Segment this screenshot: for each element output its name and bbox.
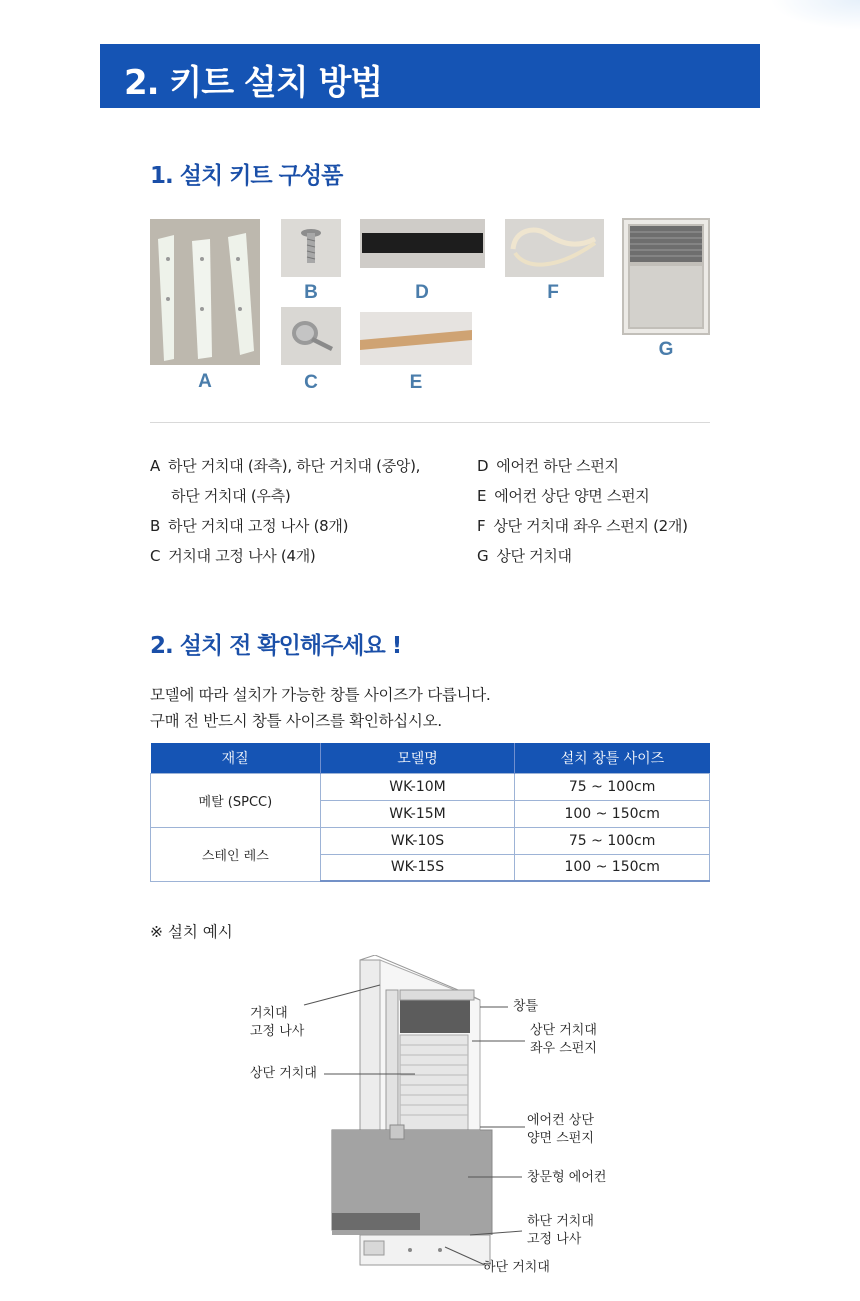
- legend-key: E: [477, 487, 487, 505]
- section2-title: 2. 설치 전 확인해주세요 !: [150, 633, 402, 659]
- legend-text: 하단 거치대 (우측): [171, 487, 291, 505]
- material-cell: 스테인 레스: [151, 827, 321, 881]
- table-row: [151, 827, 710, 854]
- legend-key: F: [477, 517, 486, 535]
- callout-lower-screw: [527, 1213, 594, 1249]
- callout-text: 거치대: [250, 1006, 288, 1021]
- legend-text: 에어컨 하단 스펀지: [496, 457, 619, 475]
- legend-item-a-cont: [171, 485, 290, 506]
- part-f-photo: [505, 219, 604, 277]
- part-c-letter: C: [304, 372, 318, 393]
- part-a-photo: [150, 219, 260, 365]
- banner-title: 2. 키트 설치 방법: [124, 63, 383, 103]
- callout-window-frame: 창틀: [513, 999, 539, 1014]
- part-e-photo: [360, 312, 472, 365]
- legend-item-c: [150, 545, 315, 566]
- callout-window-ac: 창문형 에어컨: [527, 1170, 607, 1185]
- legend-text: 상단 거치대 좌우 스펀지 (2개): [493, 517, 688, 535]
- material-cell: 메탈 (SPCC): [151, 773, 321, 827]
- callout-text: 양면 스펀지: [527, 1131, 594, 1146]
- callout-text: 에어컨 상단: [527, 1113, 594, 1128]
- callout-upper-sponge: [530, 1022, 597, 1058]
- callout-text: 고정 나사: [250, 1024, 305, 1039]
- part-f-letter: F: [547, 282, 559, 303]
- callout-text: 좌우 스펀지: [530, 1041, 597, 1056]
- size-cell: 100 ~ 150cm: [515, 854, 710, 881]
- table-row: [151, 773, 710, 800]
- legend-key: D: [477, 457, 489, 475]
- model-cell: WK-15M: [320, 800, 515, 827]
- callout-text: 하단 거치대: [527, 1214, 594, 1229]
- part-e-letter: E: [409, 372, 423, 393]
- callout-ac-top-sponge: [527, 1112, 594, 1148]
- legend-key: A: [150, 457, 160, 475]
- part-d-letter: D: [415, 282, 429, 303]
- model-cell: WK-10S: [320, 827, 515, 854]
- legend-text: 하단 거치대 (좌측), 하단 거치대 (중앙),: [167, 457, 421, 475]
- section1-title: 1. 설치 키트 구성품: [150, 163, 343, 189]
- note-line-2: 구매 전 반드시 창틀 사이즈를 확인하십시오.: [150, 712, 442, 730]
- part-c-photo: [281, 307, 341, 365]
- size-cell: 75 ~ 100cm: [515, 773, 710, 800]
- legend-text: 거치대 고정 나사 (4개): [168, 547, 316, 565]
- part-b-photo: [281, 219, 341, 277]
- legend-item-b: [150, 515, 348, 536]
- callout-text: 고정 나사: [527, 1232, 582, 1247]
- size-cell: 100 ~ 150cm: [515, 800, 710, 827]
- section-banner: [100, 44, 760, 108]
- part-d-photo: [360, 219, 485, 268]
- part-g-photo: [622, 218, 710, 335]
- table-header-row: [151, 743, 710, 773]
- callout-mount-screw: [250, 1005, 304, 1041]
- callout-lower-mount: 하단 거치대: [483, 1260, 550, 1275]
- model-cell: WK-15S: [320, 854, 515, 881]
- legend-text: 에어컨 상단 양면 스펀지: [494, 487, 650, 505]
- legend-item-a: [150, 455, 420, 476]
- legend-item-e: [477, 485, 650, 506]
- part-g-letter: G: [658, 339, 674, 360]
- installation-diagram: [240, 955, 640, 1285]
- divider: [150, 422, 710, 423]
- callout-upper-mount: 상단 거치대: [250, 1066, 317, 1081]
- example-label: ※ 설치 예시: [150, 923, 233, 941]
- size-cell: 75 ~ 100cm: [515, 827, 710, 854]
- table-header: 재질: [151, 743, 321, 773]
- legend-item-g: [477, 545, 572, 566]
- table-header: 모델명: [320, 743, 515, 773]
- legend-key: G: [477, 547, 489, 565]
- corner-decoration: [770, 0, 860, 30]
- spec-table: [150, 743, 710, 882]
- part-a-letter: A: [198, 371, 212, 392]
- legend-key: B: [150, 517, 160, 535]
- legend-key: C: [150, 547, 161, 565]
- legend-text: 상단 거치대: [496, 547, 572, 565]
- model-cell: WK-10M: [320, 773, 515, 800]
- callout-text: 상단 거치대: [530, 1023, 597, 1038]
- legend-item-f: [477, 515, 688, 536]
- legend-text: 하단 거치대 고정 나사 (8개): [168, 517, 349, 535]
- part-b-letter: B: [304, 282, 318, 303]
- note-line-1: 모델에 따라 설치가 가능한 창틀 사이즈가 다릅니다.: [150, 686, 491, 704]
- table-header: 설치 창틀 사이즈: [515, 743, 710, 773]
- legend-item-d: [477, 455, 619, 476]
